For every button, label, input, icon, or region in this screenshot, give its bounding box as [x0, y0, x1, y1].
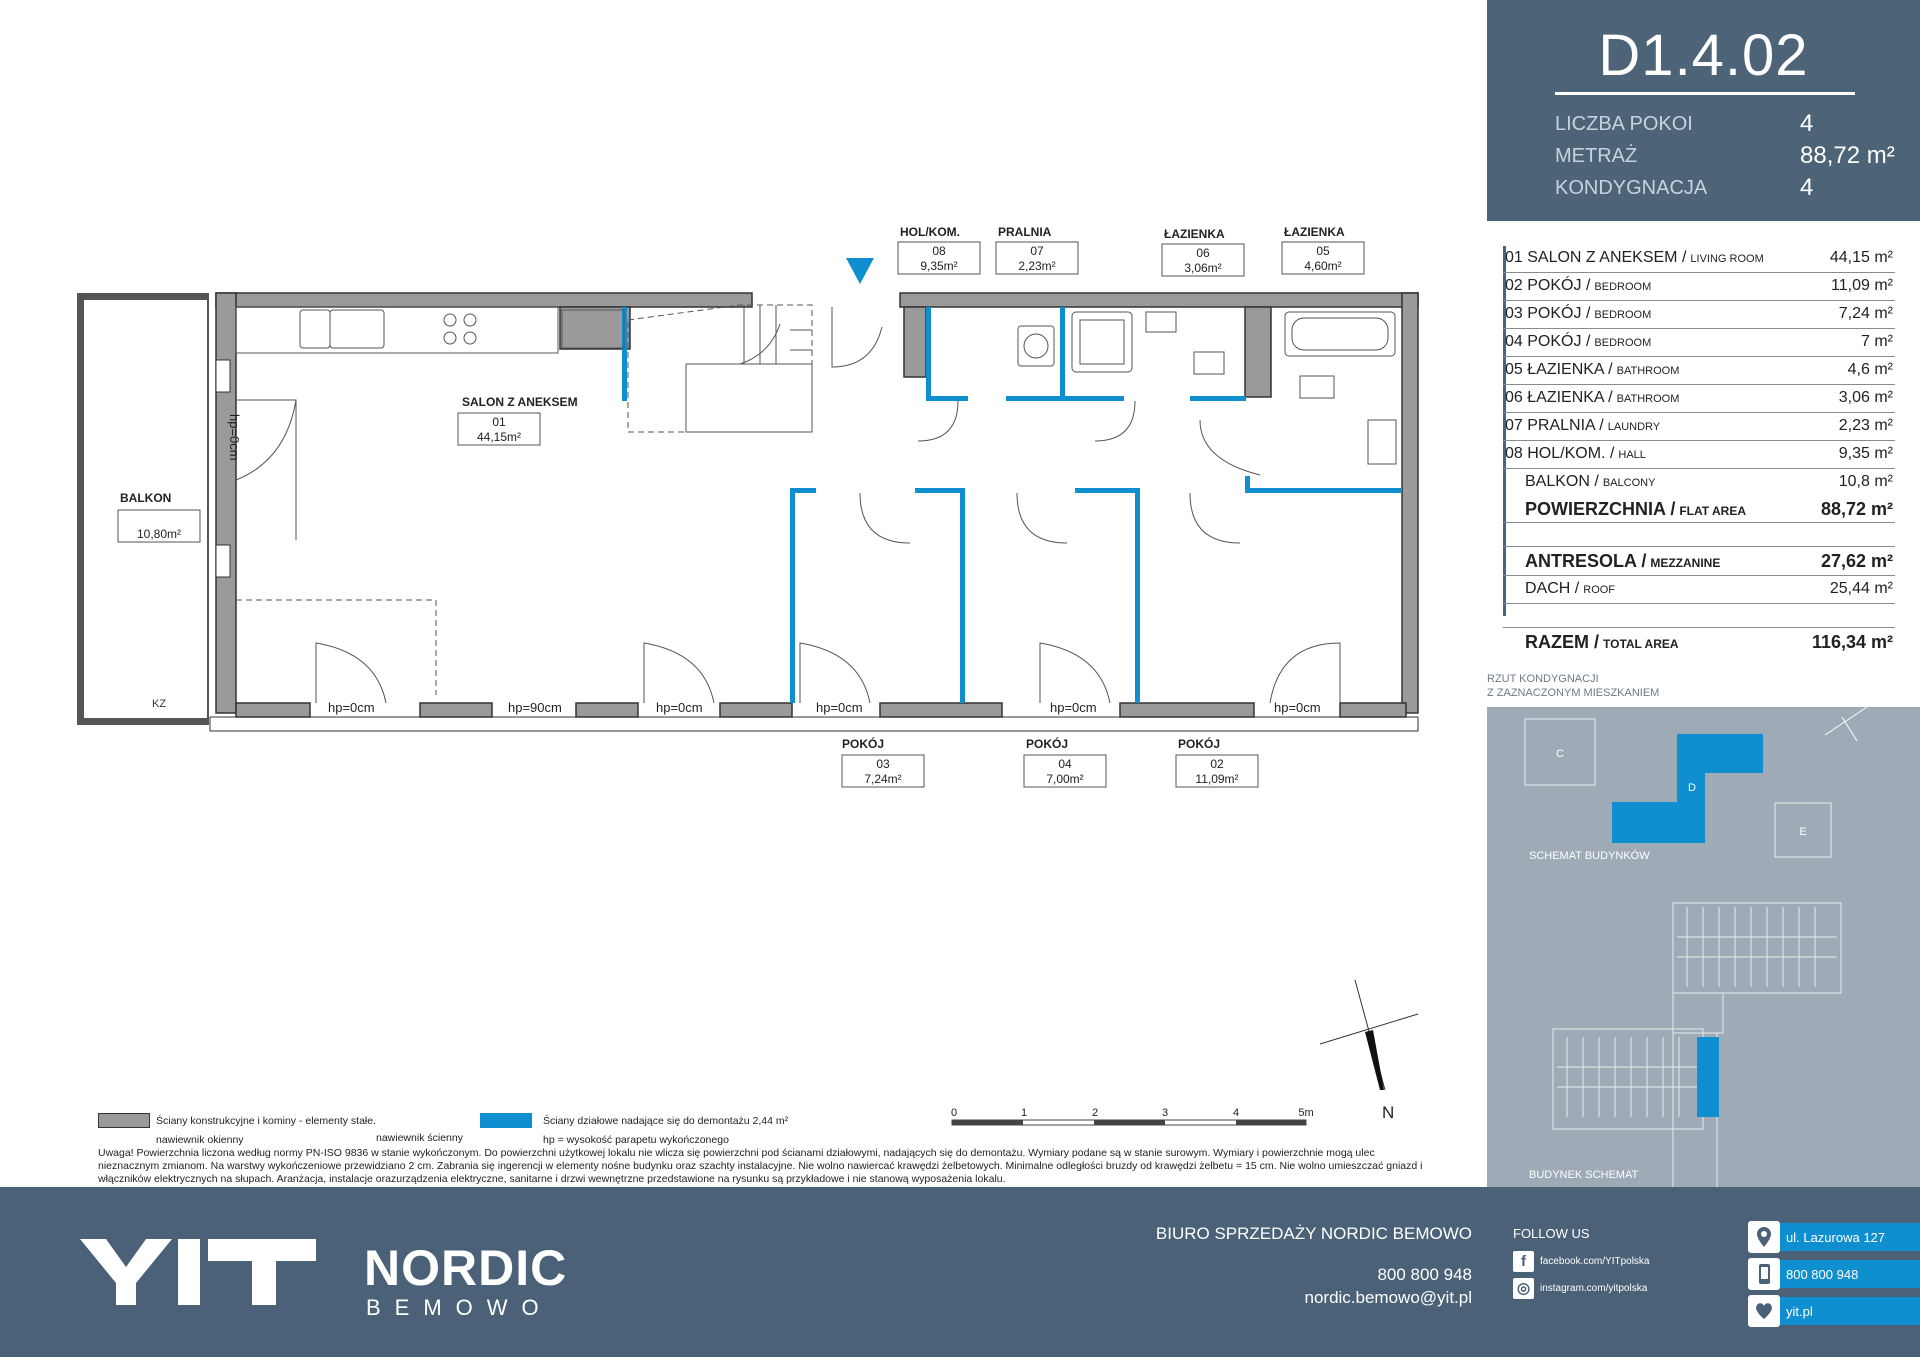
north-label: N	[1382, 1103, 1395, 1122]
balcony-mark: KZ	[152, 698, 167, 710]
floor-value: 4	[1800, 174, 1814, 201]
room-title-balkon: BALKON	[120, 491, 172, 505]
area-row	[1555, 142, 1895, 169]
sill-label: hp=90cm	[508, 700, 562, 715]
room-title-salon: SALON Z ANEKSEM	[462, 395, 578, 409]
area-row-04: 04 POKÓJ / BEDROOM 7 m²	[1503, 329, 1895, 357]
room-title-pokoj-04: POKÓJ	[1026, 737, 1069, 751]
heart-icon	[1748, 1295, 1780, 1327]
structural-walls	[216, 293, 1418, 717]
area-row-01: 01 SALON Z ANEKSEM / LIVING ROOM 44,15 m²	[1503, 245, 1895, 273]
building-schema	[1487, 707, 1920, 1187]
unit-rule	[1555, 92, 1855, 95]
svg-text:3: 3	[1161, 1107, 1169, 1119]
sill-label: hp=0cm	[656, 700, 703, 715]
area-row-total: RAZEM / TOTAL AREA 116,34 m²	[1503, 627, 1895, 657]
address-row[interactable]: ul. Lazurowa 127	[1752, 1223, 1920, 1251]
area-row-03: 03 POKÓJ / BEDROOM 7,24 m²	[1503, 301, 1895, 329]
svg-text:SCHEMAT BUDYNKÓW: SCHEMAT BUDYNKÓW	[1529, 850, 1650, 862]
north-arrow-icon	[1320, 980, 1418, 1122]
area-row-balkon: BALKON / BALCONY 10,8 m²	[1525, 473, 1893, 490]
rooms-label: LICZBA POKOI	[1555, 113, 1693, 135]
balcony-area	[78, 294, 208, 724]
room-title-pokoj-02: POKÓJ	[1178, 737, 1221, 751]
room-num-hol: 08	[932, 244, 946, 258]
svg-text:BUDYNEK SCHEMAT: BUDYNEK SCHEMAT	[1529, 1169, 1639, 1181]
room-title-pokoj-03: POKÓJ	[842, 737, 885, 751]
room-title-lazienka-06: ŁAZIENKA	[1164, 227, 1225, 241]
room-num-pokoj-04: 04	[1058, 757, 1072, 771]
area-value: 88,72 m²	[1800, 142, 1895, 169]
social-panel	[1487, 1187, 1737, 1357]
room-area-pralnia: 2,23m²	[1018, 259, 1056, 273]
legend-window-vent: nawiewnik okienny	[156, 1134, 244, 1146]
office-title: BIURO SPRZEDAŻY NORDIC BEMOWO	[1155, 1224, 1472, 1243]
room-title-lazienka-05: ŁAZIENKA	[1284, 225, 1345, 239]
legend-wall-vent: nawiewnik ścienny	[376, 1132, 463, 1144]
sill-label: hp=0cm	[328, 700, 375, 715]
web-row[interactable]: yit.pl	[1752, 1297, 1920, 1325]
facebook-icon: f	[1513, 1251, 1534, 1272]
footer	[0, 1187, 1920, 1357]
svg-text:D: D	[1688, 782, 1696, 794]
unit-code: D1.4.02	[1598, 23, 1809, 88]
partition-walls	[622, 307, 1402, 703]
room-area-pokoj-03: 7,24m²	[864, 772, 902, 786]
phone-icon	[1748, 1258, 1780, 1290]
legend-structural-swatch	[98, 1113, 150, 1128]
office-phone[interactable]: 800 800 948	[1377, 1265, 1472, 1284]
room-num-pokoj-02: 02	[1210, 757, 1224, 771]
svg-text:C: C	[1556, 748, 1564, 760]
instagram-link[interactable]: ◎ instagram.com/yitpolska	[1513, 1278, 1647, 1299]
room-title-pralnia: PRALNIA	[998, 225, 1052, 239]
rooms-value: 4	[1800, 110, 1814, 137]
room-area-lazienka-06: 3,06m²	[1184, 261, 1222, 275]
svg-text:2: 2	[1091, 1107, 1099, 1119]
office-email[interactable]: nordic.bemowo@yit.pl	[1304, 1288, 1472, 1307]
svg-text:0: 0	[950, 1107, 958, 1119]
room-area-salon: 44,15m²	[476, 430, 522, 444]
room-num-salon: 01	[492, 415, 506, 429]
phone-row[interactable]: 800 800 948	[1752, 1260, 1920, 1288]
legend-partition: Ściany działowe nadające się do demontażu 2,44 m²	[543, 1115, 789, 1127]
svg-text:5m: 5m	[1298, 1107, 1314, 1119]
room-num-lazienka-06: 06	[1196, 246, 1210, 260]
area-row-mezzanine: ANTRESOLA / MEZZANINE 27,62 m²	[1503, 546, 1895, 576]
area-row-08: 08 HOL/KOM. / HALL 9,35 m²	[1503, 441, 1895, 469]
rooms-row	[1555, 110, 1814, 137]
room-num-pokoj-03: 03	[876, 757, 890, 771]
area-row-flat: POWIERZCHNIA / FLAT AREA 88,72 m²	[1503, 495, 1895, 523]
area-row-05: 05 ŁAZIENKA / BATHROOM 4,6 m²	[1503, 357, 1895, 385]
area-row-06: 06 ŁAZIENKA / BATHROOM 3,06 m²	[1503, 385, 1895, 413]
room-num-lazienka-05: 05	[1316, 244, 1330, 258]
room-area-pokoj-04: 7,00m²	[1046, 772, 1084, 786]
legend-structural: Ściany konstrukcyjne i kominy - elementy stałe.	[156, 1115, 377, 1127]
sill-label: hp=0cm	[816, 700, 863, 715]
room-area-balkon: 10,80m²	[136, 527, 182, 541]
brand-bemowo: BEMOWO	[366, 1295, 553, 1320]
legend-note: Uwaga! Powierzchnia liczona według normy PN-ISO 9836 w stanie wykończonym. Do powierzchni użytkowej lokalu nie wlicza się powierzchni pod ścianami działowymi, nadających się do demontażu. Wymiary podane są w stanie surowym. Wymiary i powierzchnie mogą ulec nieznacznym zmianom. Na warstwy wykończeniowe przewidziano 2 cm. Zabrania się ingerencji w elementy nośne budynku oraz szachty instalacyjne. Nie wolno nawiercać krawędzi żelbetowych. Minimalne odległości bruzdy od krawędzi żelbetu = 15 cm. Nie wolno umieszczać gniazd i włączników elektrycznych na słupach. Aranżacja, instalacje orazurządzenia elektryczne, sanitarne i drzwi wewnętrzne przedstawione na rysunku są przykładowe i nie stanową wyposażenia lokalu.	[98, 1147, 1423, 1185]
legend-hp-note: hp = wysokość parapetu wykończonego	[543, 1134, 729, 1146]
facebook-link[interactable]: f facebook.com/YITpolska	[1513, 1251, 1650, 1272]
legend-partition-swatch	[480, 1113, 532, 1128]
svg-text:E: E	[1799, 826, 1807, 838]
area-label: METRAŻ	[1555, 145, 1638, 167]
room-num-pralnia: 07	[1030, 244, 1044, 258]
room-area-lazienka-05: 4,60m²	[1304, 259, 1342, 273]
floor-label: KONDYGNACJA	[1555, 177, 1708, 199]
floor-row	[1555, 174, 1814, 201]
building-schema-panel	[1487, 707, 1920, 1187]
unit-summary	[1487, 0, 1920, 221]
sill-label: hp=0cm	[1274, 700, 1321, 715]
scale-bar	[951, 1107, 1314, 1125]
plan-caption: RZUT KONDYGNACJI Z ZAZNACZONYM MIESZKANIEM	[1487, 673, 1660, 699]
area-row-02: 02 POKÓJ / BEDROOM 11,09 m²	[1503, 273, 1895, 301]
sill-label: hp=0cm	[227, 414, 242, 461]
brand-nordic: NORDIC	[364, 1240, 568, 1296]
building-unit-highlight	[1697, 1037, 1719, 1117]
yit-logo	[80, 1239, 316, 1305]
instagram-icon: ◎	[1513, 1278, 1534, 1299]
area-row-07: 07 PRALNIA / LAUNDRY 2,23 m²	[1503, 413, 1895, 441]
room-area-pokoj-02: 11,09m²	[1195, 772, 1239, 786]
follow-title: FOLLOW US	[1513, 1226, 1590, 1241]
room-area-hol: 9,35m²	[920, 259, 958, 273]
sill-label: hp=0cm	[1050, 700, 1097, 715]
svg-text:1: 1	[1020, 1107, 1028, 1119]
room-title-hol: HOL/KOM.	[900, 225, 960, 239]
svg-text:4: 4	[1232, 1107, 1240, 1119]
location-pin-icon	[1748, 1221, 1780, 1253]
area-row-roof: DACH / ROOF 25,44 m²	[1503, 576, 1895, 604]
